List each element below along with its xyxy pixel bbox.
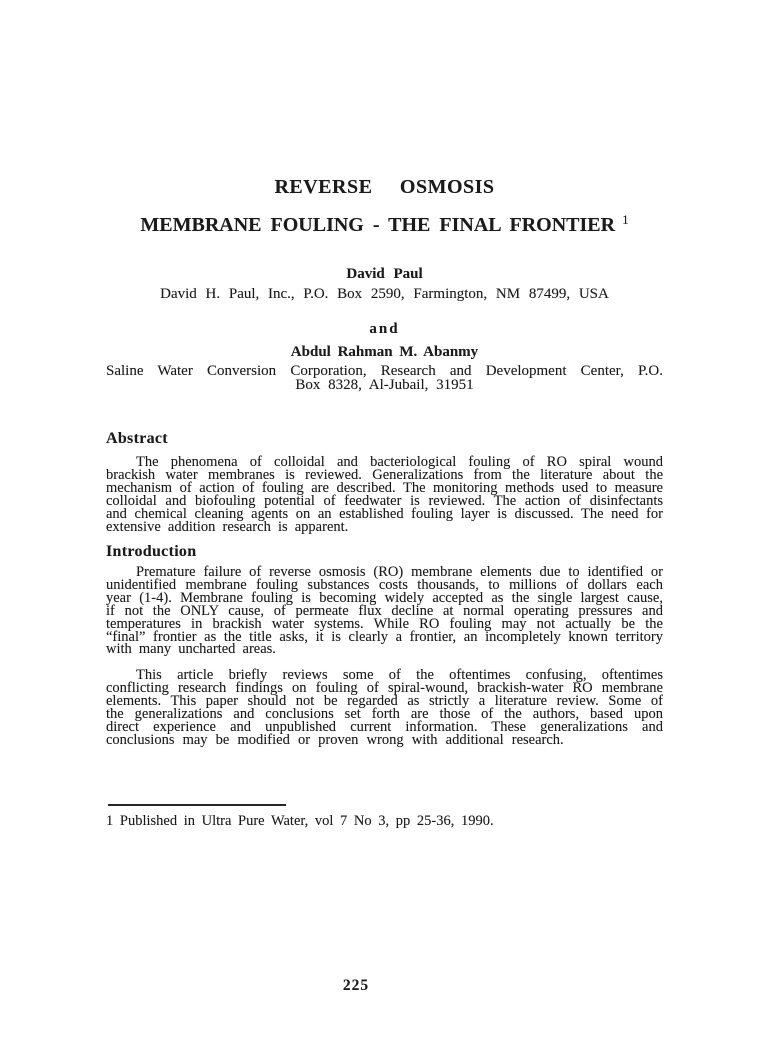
author2-affiliation-line1: Saline Water Conversion Corporation, Research and Development Center, P.O. — [106, 363, 663, 379]
introduction-paragraph-1: Premature failure of reverse osmosis (RO) membrane elements due to identified or unidentified membrane fouling substances costs thousands, to millions of dollars each year (1-4). Membrane fouling is becoming widely accepted as the single largest cause, if not the ONLY cause, of permeate flux decline at normal operating pressures and temperatures in brackish water systems. While RO fouling may not actually be the “final” frontier as the title asks, it is clearly a frontier, an incompletely known territory with many uncharted areas. — [106, 564, 663, 658]
author2-name: Abdul Rahman M. Abanmy — [290, 344, 479, 360]
page-number: 225 — [342, 977, 370, 994]
footnote-text: 1 Published in Ultra Pure Water, vol 7 No 3, pp 25-36, 1990. — [106, 813, 494, 829]
introduction-paragraph-2: This article briefly reviews some of the oftentimes confusing, oftentimes conflicting research findings on fouling of spiral-wound, brackish-water RO membrane elements. This paper should not be regarded as strictly a literature review. Some of the generalizations and conclusions set forth are those of the authors, based upon direct experience and unpublished current information. These generalizations and conclusions may be modified or proven wrong with additional research. — [106, 667, 663, 748]
author1-affiliation: David H. Paul, Inc., P.O. Box 2590, Farmington, NM 87499, USA — [160, 286, 609, 302]
author1-name: David Paul — [346, 266, 423, 282]
paper-title-line2-text: MEMBRANE FOULING - THE FINAL FRONTIER — [140, 214, 616, 236]
section-heading-abstract: Abstract — [106, 430, 168, 447]
abstract-paragraph: The phenomena of colloidal and bacteriological fouling of RO spiral wound brackish water membranes is reviewed. Generalizations from the literature about the mechanism of action of fouling are described. The monitoring methods used to measure colloidal and biofouling potential of feedwater is reviewed. The action of disinfectants and chemical cleaning agents on an established fouling layer is discussed. The need for extensive addition research is apparent. — [106, 454, 663, 535]
footnote-rule — [108, 804, 286, 806]
paper-title-line2 — [106, 212, 663, 237]
section-heading-introduction: Introduction — [106, 543, 197, 560]
title-footnote-marker: 1 — [622, 212, 629, 227]
author2-affiliation-line2: Box 8328, Al-Jubail, 31951 — [295, 377, 474, 393]
author-connector: and — [369, 321, 400, 337]
paper-title-line1: REVERSE OSMOSIS — [274, 176, 495, 198]
